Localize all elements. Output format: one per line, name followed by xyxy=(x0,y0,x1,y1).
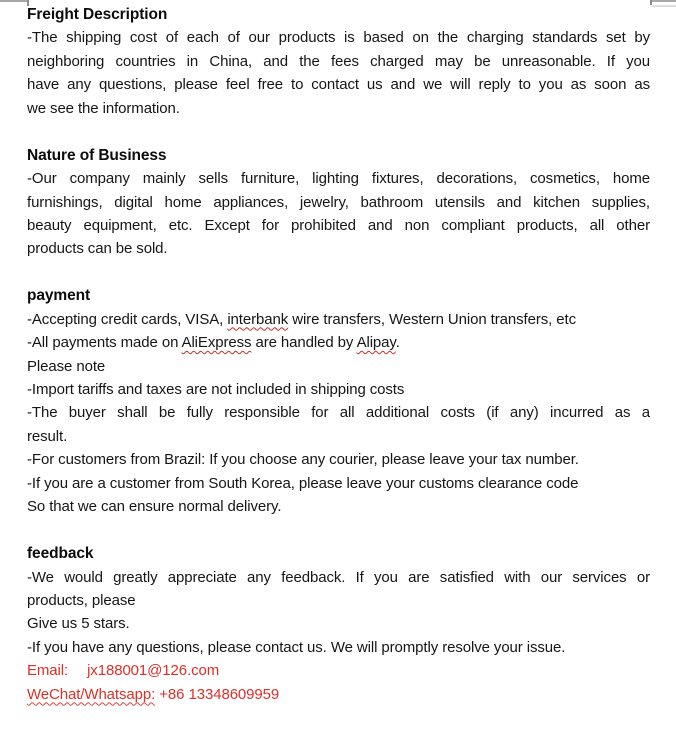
freight-text-line: we see the information. xyxy=(27,99,180,117)
business-text-line: products can be sold. xyxy=(27,240,168,258)
feedback-text-line: products, please xyxy=(27,591,136,609)
business-text-line: furnishings, digital home appliances, jewelry, bathroom utensils and kitchen supplies, xyxy=(27,193,650,211)
blank-line xyxy=(27,261,650,284)
payment-buyer-line: result. xyxy=(27,427,68,445)
feedback-text-line: -We would greatly appreciate any feedback. If you are satisfied with our services or xyxy=(27,568,650,586)
freight-text-line: neighboring countries in China, and the fees charged may be unreasonable. If you xyxy=(27,52,650,70)
freight-text-line: -The shipping cost of each of our products is based on the charging standards set by xyxy=(27,29,650,47)
payment-brazil-line: -For customers from Brazil: If you choose any courier, please leave your tax number. xyxy=(27,451,579,469)
payment-accepting-pre: -Accepting credit cards, VISA, xyxy=(27,310,228,328)
email-value: jx188001@126.com xyxy=(87,662,220,680)
feedback-stars-line: Give us 5 stars. xyxy=(27,615,130,633)
business-text-line: -Our company mainly sells furniture, lighting fixtures, decorations, cosmetics, home xyxy=(27,170,650,188)
payment-korea-line: So that we can ensure normal delivery. xyxy=(27,498,282,516)
feedback-questions-line: -If you have any questions, please contact us. We will promptly resolve your issue. xyxy=(27,638,566,656)
payment-korea-line: -If you are a customer from South Korea, please leave your customs clearance code xyxy=(27,474,579,492)
freight-section-heading: Freight Description xyxy=(27,6,168,23)
document-content xyxy=(27,3,650,706)
business-section-heading: Nature of Business xyxy=(27,146,167,164)
misspelled-word: Alipay xyxy=(356,334,396,352)
payment-buyer-line: -The buyer shall be fully responsible for all additional costs (if any) incurred as a xyxy=(27,404,650,422)
misspelled-word: interbank xyxy=(227,310,289,328)
payment-note-line: Please note xyxy=(27,357,106,375)
payment-accepting-post: wire transfers, Western Union transfers, etc xyxy=(288,310,576,328)
wechat-label: WeChat/Whatsapp: xyxy=(27,685,156,703)
cropped-border-top-left xyxy=(0,0,29,2)
payment-section-heading: payment xyxy=(27,287,91,305)
cropped-border-top-right xyxy=(650,0,676,2)
blank-line xyxy=(27,519,650,542)
payment-payments-post: . xyxy=(395,334,400,352)
wechat-value: +86 13348609959 xyxy=(159,685,280,703)
contact-wechat-line xyxy=(27,683,650,706)
payment-payments-pre: -All payments made on xyxy=(27,334,182,352)
email-label: Email: xyxy=(27,662,69,680)
freight-text-line: have any questions, please feel free to contact us and we will reply to you as soon as xyxy=(27,76,650,94)
payment-import-line: -Import tariffs and taxes are not included in shipping costs xyxy=(27,381,405,398)
blank-line xyxy=(27,120,650,143)
feedback-section-heading: feedback xyxy=(27,545,94,563)
payment-payments-line xyxy=(27,331,650,354)
business-text-line: beauty equipment, etc. Except for prohibited and non compliant products, all other xyxy=(27,216,650,234)
misspelled-word: AliExpress xyxy=(181,334,252,352)
contact-email-line xyxy=(27,659,650,682)
payment-payments-mid: are handled by xyxy=(251,334,357,352)
payment-accepting-line xyxy=(27,308,650,331)
